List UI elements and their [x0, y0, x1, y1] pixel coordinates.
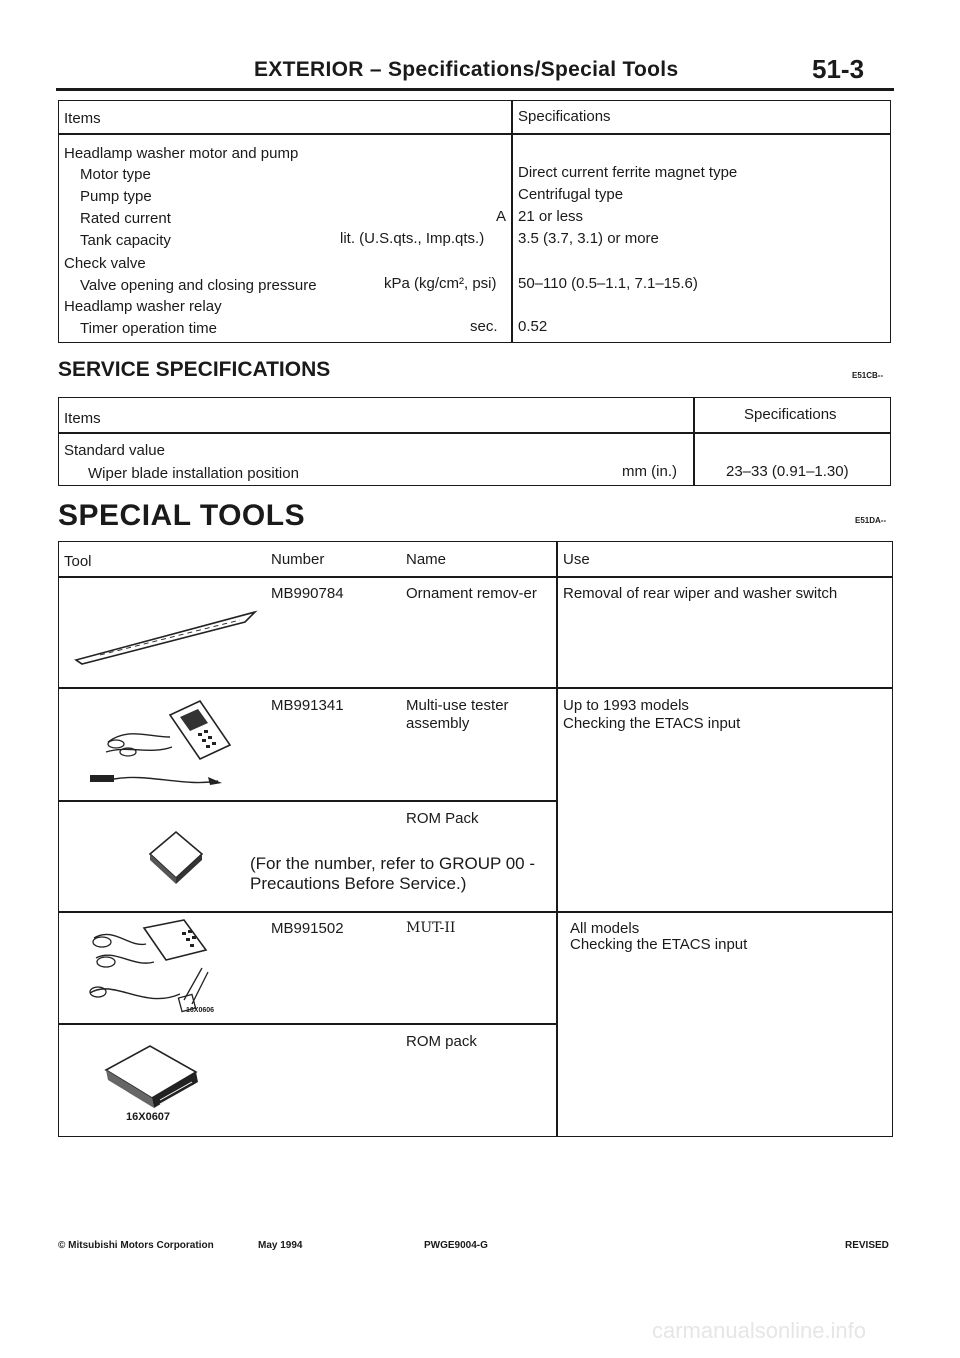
multi-use-tester-illustration: [88, 697, 248, 795]
spec-row-value: 0.52: [518, 318, 548, 335]
tool-use: Checking the ETACS input: [570, 936, 748, 953]
tool-name: MUT-II: [406, 920, 456, 936]
tools-col-use: Use: [563, 551, 590, 568]
spec-table-header-divider: [58, 133, 891, 135]
tools-row-divider: [58, 800, 556, 802]
rom-pack-illustration: [100, 1040, 204, 1112]
rom-pack-illustration: [140, 826, 210, 886]
spec-row-label: Headlamp washer motor and pump: [64, 145, 299, 162]
tool-name: Ornament remov-er: [406, 585, 537, 602]
page-number: 51-3: [812, 54, 865, 84]
service-spec-heading: SERVICE SPECIFICATIONS: [58, 358, 331, 381]
image-code: 16X0606: [186, 1007, 215, 1014]
image-code: 16X0607: [126, 1111, 171, 1123]
spec-row-label: Pump type: [80, 188, 152, 205]
spec-row-unit: kPa (kg/cm², psi): [384, 275, 497, 292]
service-spec-header-divider: [58, 432, 891, 434]
tool-name: ROM Pack: [406, 810, 479, 827]
tools-col-tool: Tool: [64, 553, 92, 570]
spec-row-value: 3.5 (3.7, 3.1) or more: [518, 230, 659, 247]
tool-number: MB991341: [271, 697, 344, 714]
service-col-specs: Specifications: [744, 406, 837, 423]
spec-col-items: Items: [64, 110, 101, 127]
service-spec-code: E51CB--: [852, 371, 884, 380]
spec-row-label: Check valve: [64, 255, 146, 272]
footer-copyright: © Mitsubishi Motors Corporation: [58, 1240, 214, 1251]
spec-row-label: Rated current: [80, 210, 171, 227]
tools-row-divider: [58, 911, 893, 913]
service-row-unit: mm (in.): [622, 463, 677, 480]
special-tools-code: E51DA--: [855, 516, 887, 525]
spec-row-value: 50–110 (0.5–1.1, 7.1–15.6): [518, 275, 698, 292]
tools-row-divider: [58, 687, 893, 689]
service-row-label: Wiper blade installation position: [88, 465, 299, 482]
tool-use: All models: [570, 920, 640, 937]
spec-row-unit: lit. (U.S.qts., Imp.qts.): [340, 230, 485, 247]
footer-doc-code: PWGE9004-G: [424, 1240, 488, 1251]
spec-table-col-divider: [511, 100, 513, 343]
tool-use: Up to 1993 models: [563, 697, 689, 714]
tool-name: Multi-use tester assembly: [406, 697, 509, 732]
spec-row-value: Centrifugal type: [518, 186, 624, 203]
spec-row-value: Direct current ferrite magnet type: [518, 164, 738, 181]
service-spec-col-divider: [693, 397, 695, 486]
spec-row-label: Motor type: [80, 166, 151, 183]
tools-row-divider: [58, 1023, 556, 1025]
service-row-value: 23–33 (0.91–1.30): [726, 463, 849, 480]
spec-row-unit: A: [496, 208, 507, 225]
spec-row-label: Tank capacity: [80, 232, 171, 249]
spec-row-unit: sec.: [470, 318, 498, 335]
tool-use: Checking the ETACS input: [563, 715, 741, 732]
spec-row-value: 21 or less: [518, 208, 584, 225]
footer-status: REVISED: [845, 1240, 889, 1251]
service-col-items: Items: [64, 410, 101, 427]
tools-col-name: Name: [406, 551, 447, 568]
spec-col-specs: Specifications: [518, 108, 611, 125]
page-title: EXTERIOR – Specifications/Special Tools: [254, 58, 679, 81]
spec-row-label: Timer operation time: [80, 320, 217, 337]
tools-header-divider: [58, 576, 893, 578]
mut-ii-illustration: [84, 918, 234, 1016]
spec-row-label: Headlamp washer relay: [64, 298, 222, 315]
ornament-remover-illustration: [70, 600, 270, 670]
tool-note: (For the number, refer to GROUP 00 - Precautions Before Service.): [250, 854, 536, 893]
special-tools-heading: SPECIAL TOOLS: [58, 499, 306, 532]
tools-col-number: Number: [271, 551, 325, 568]
tools-col-divider: [556, 541, 558, 1137]
tool-number: MB991502: [271, 920, 344, 937]
tool-number: MB990784: [271, 585, 344, 602]
tool-use: Removal of rear wiper and washer switch: [563, 585, 838, 602]
watermark: carmanualsonline.info: [652, 1318, 867, 1343]
tool-name: ROM pack: [406, 1033, 477, 1050]
footer-date: May 1994: [258, 1240, 303, 1251]
spec-row-label: Valve opening and closing pressure: [80, 277, 317, 294]
service-group-label: Standard value: [64, 442, 165, 459]
header-rule: [56, 88, 894, 91]
